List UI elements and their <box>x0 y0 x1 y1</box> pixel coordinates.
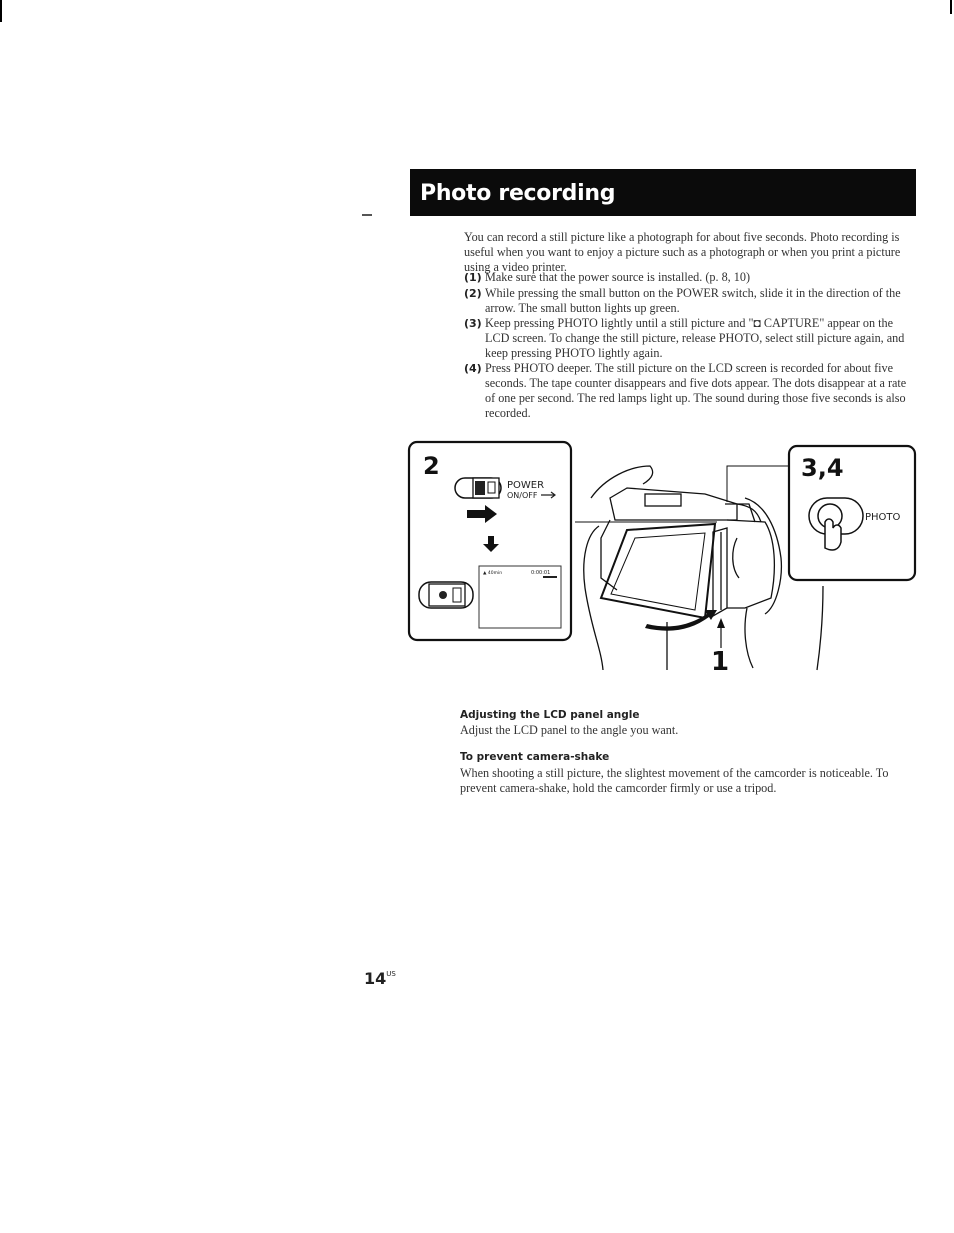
step-number: (1) <box>464 271 482 284</box>
step-text: Press PHOTO deeper. The still picture on the LCD screen is recorded for about five seconds. The tape counter disappears and five dots appear. The dots disappear at a rate of one per second. The red lamps light up. The sound during those five seconds is also recorded. <box>485 361 907 420</box>
lcd-counter: 0:00:01 <box>531 570 551 576</box>
down-arrow-icon <box>483 536 499 552</box>
onoff-label: ON/OFF <box>507 491 538 500</box>
intro-paragraph: You can record a still picture like a photograph for about five seconds. Photo recording is useful when you want to enjoy a picture such as a photograph or when you print a picture using a video printer. <box>464 230 901 274</box>
step-4 <box>464 361 916 421</box>
scan-speck <box>362 214 372 216</box>
right-arrow-icon <box>467 505 497 523</box>
section-text: When shooting a still picture, the slightest movement of the camcorder is noticeable. To prevent camera-shake, hold the camcorder firmly or use a tripod. <box>460 766 889 795</box>
step-1 <box>464 270 916 285</box>
power-switch-on-icon <box>419 582 473 608</box>
callout-1-label: 1 <box>711 647 730 677</box>
camcorder-illustration <box>405 438 920 678</box>
step-number: (3) <box>464 317 482 330</box>
power-switch-icon <box>455 478 501 498</box>
section-heading: To prevent camera-shake <box>460 751 610 763</box>
section-heading: Adjusting the LCD panel angle <box>460 709 640 721</box>
callout-line <box>575 466 793 522</box>
page-number-suffix: US <box>386 970 396 978</box>
scan-edge-mark <box>0 0 2 22</box>
step-text: Keep pressing PHOTO lightly until a still picture and "◘ CAPTURE" appear on the LCD screen. To change the still picture, release PHOTO, select still picture again, and keep pressing PHOTO lightly again. <box>485 316 905 360</box>
step-2-label: 2 <box>423 452 440 480</box>
step-3-4-label: 3,4 <box>801 454 844 482</box>
scan-edge-mark <box>950 0 952 14</box>
step-text: While pressing the small button on the POWER switch, slide it in the direction of the arrow. The small button lights up green. <box>485 286 901 315</box>
page-title: Photo recording <box>420 181 616 206</box>
step-3 <box>464 316 916 361</box>
step-2 <box>464 286 916 316</box>
step-number: (2) <box>464 287 482 300</box>
page-number-value: 14 <box>364 969 387 988</box>
page-number <box>364 969 396 988</box>
small-arrow-icon <box>541 492 555 498</box>
power-label: POWER <box>507 480 545 491</box>
camcorder-body <box>584 466 823 670</box>
photo-label: PHOTO <box>865 512 901 523</box>
step-text: Make sure that the power source is installed. (p. 8, 10) <box>485 270 751 284</box>
section-text: Adjust the LCD panel to the angle you want. <box>460 723 679 737</box>
step-number: (4) <box>464 362 482 375</box>
lcd-status-left: ▲ 40min <box>483 571 503 576</box>
